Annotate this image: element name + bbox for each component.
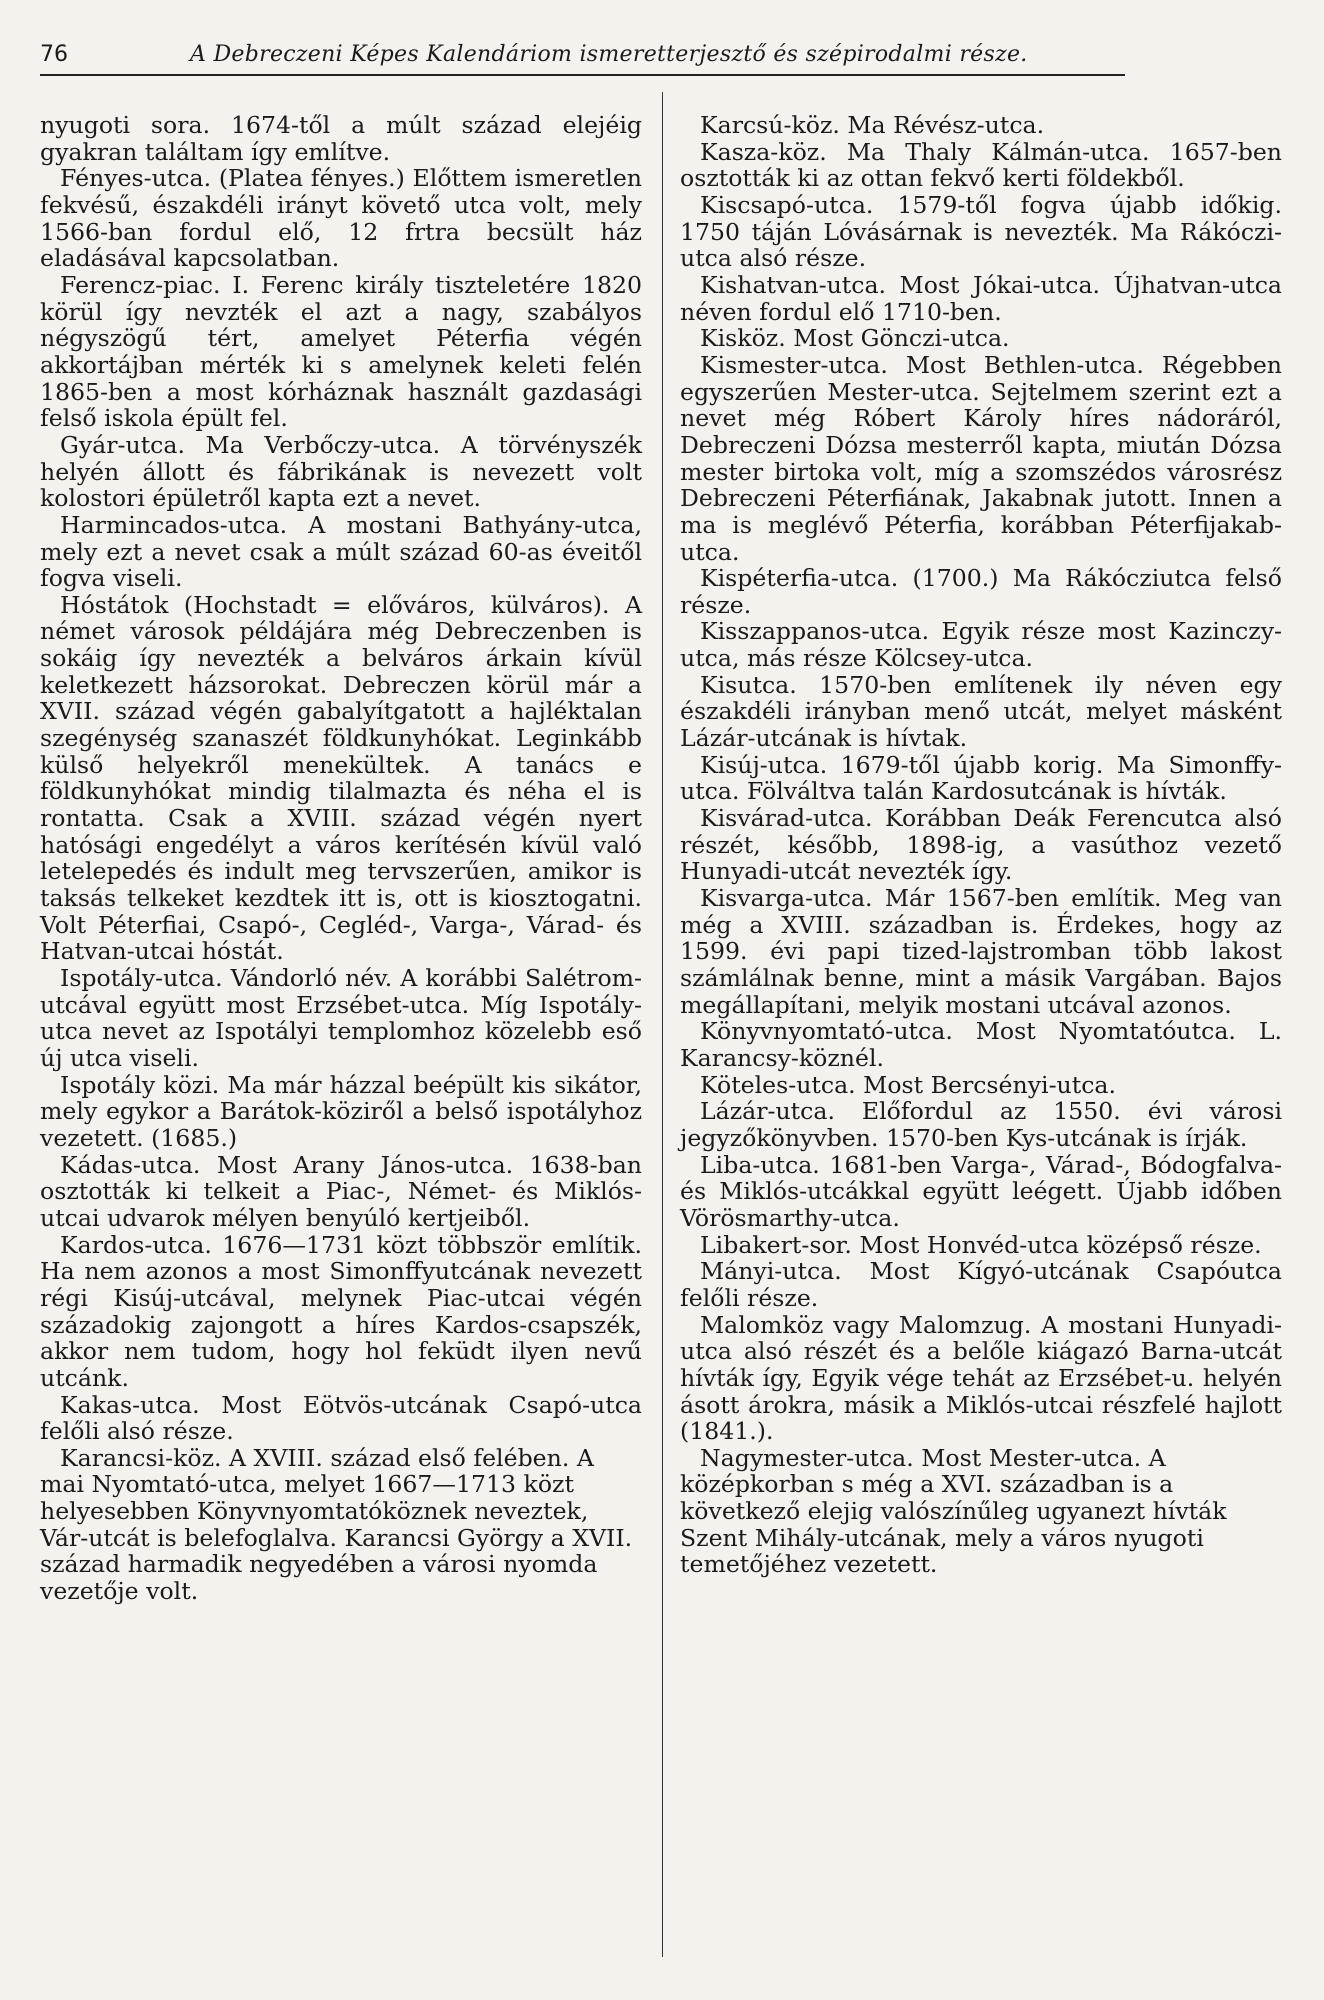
- entry-paragraph: Kakas-utca. Most Eötvös-utcának Csapó-utca felőli alsó része.: [40, 1390, 642, 1446]
- running-title: A Debreczeni Képes Kalendáriom ismeretterjesztő és szépirodalmi része.: [190, 42, 1028, 67]
- entry-paragraph: Kispéterfia-utca. (1700.) Ma Rákócziutca felső része.: [680, 564, 1282, 619]
- entry-paragraph: Hóstátok (Hochstadt = előváros, külváros). A német városok példájára még Debreczenben is sokáig így nevezték a belváros árkain kívül keletkezett házsorokat. Debreczen körül már a XVII. század végén gabalyítgatott a hajléktalan szegénység szanaszét földkunyhókat. Leginkább külső helyekről menekültek. A tanács e földkunyhókat mindig tilalmazta és néha el is rontatta. Csak a XVIII. század végén nyert hatósági engedélyt a város kerítésén kívül való letelepedés és indult meg tervszerűen, amikor is taksás telkeket kezdtek itt is, ott is kiosztogatni. Volt Péterfiai, Csapó-, Cegléd-, Varga-, Várad- és Hatvan-utcai hóstát.: [40, 590, 642, 966]
- entry-paragraph: Kiscsapó-utca. 1579-től fogva újabb időkig. 1750 táján Lóvásárnak is nevezték. Ma Rákóczi-utca alsó része.: [680, 190, 1282, 273]
- entry-paragraph: Fényes-utca. (Platea fényes.) Előttem ismeretlen fekvésű, északdéli irányt követő utca volt, mely 1566-ban fordul elő, 12 frtra becsült ház eladásával kapcsolatban.: [40, 164, 642, 273]
- entry-paragraph: Ferencz-piac. I. Ferenc király tiszteletére 1820 körül így nevzték el azt a nagy, szabályos négyszögű tért, amelyet Péterfia végén akkortájban mérték ki s amelynek keleti felén 1865-ben a most kórháznak használt gazdasági felső iskola épült fel.: [40, 270, 642, 433]
- right-column: [680, 112, 1282, 1578]
- entry-paragraph: Kishatvan-utca. Most Jókai-utca. Újhatvan-utca néven fordul elő 1710-ben.: [680, 270, 1282, 326]
- entry-paragraph: Könyvnyomtató-utca. Most Nyomtatóutca. L. Karancsy-köznél.: [680, 1017, 1282, 1072]
- entry-paragraph: Malomköz vagy Malomzug. A mostani Hunyadi-utca alsó részét és a belőle kiágazó Barna-utcát hívták így, Egyik vége tehát az Erzsébet-u. helyén ásott árokra, másik a Miklós-utcai részfelé hajlott (1841.).: [680, 1310, 1282, 1446]
- entry-paragraph: Kisvarga-utca. Már 1567-ben említik. Meg van még a XVIII. században is. Érdekes, hogy az 1599. évi papi tized-lajstromban több lakost számlálnak benne, mint a másik Vargában. Bajos megállapítani, melyik mostani utcával azonos.: [680, 884, 1282, 1019]
- entry-paragraph: Kasza-köz. Ma Thaly Kálmán-utca. 1657-ben osztották ki az ottan fekvő kerti földekből.: [680, 137, 1282, 193]
- entry-paragraph: Harmincados-utca. A mostani Bathyány-utca, mely ezt a nevet csak a múlt század 60-as éveitől fogva viseli.: [40, 510, 642, 593]
- entry-paragraph: Kisszappanos-utca. Egyik része most Kazinczy-utca, más része Kölcsey-utca.: [680, 617, 1282, 673]
- entry-paragraph: Ispotály-utca. Vándorló név. A korábbi Salétrom-utcával együtt most Erzsébet-utca. Míg Ispotály-utca nevet az Ispotályi templomhoz közelebb eső új utca viseli.: [40, 964, 642, 1072]
- entry-paragraph: Nagymester-utca. Most Mester-utca. A középkorban s még a XVI. században is a következő elejig valószínűleg ugyanezt hívták Szent Mihály-utcának, mely a város nyugoti temetőjéhez vezetett.: [680, 1443, 1227, 1579]
- entry-paragraph: Kisutca. 1570-ben említenek ily néven egy északdéli irányban menő utcát, melyet másként Lázár-utcának is hívtak.: [680, 670, 1282, 753]
- entry-paragraph: Kardos-utca. 1676—1731 közt többször említik. Ha nem azonos a most Simonffyutcának nevezett régi Kisúj-utcával, melynek Piac-utcai végén századokig zajongott a híres Kardos-csapszék, akkor nem tudom, hogy hol feküdt ilyen nevű utcánk.: [40, 1230, 642, 1392]
- entry-paragraph: Gyár-utca. Ma Verbőczy-utca. A törvényszék helyén állott és fábrikának is nevezett volt kolostori épületről kapta ezt a nevet.: [40, 430, 642, 513]
- entry-paragraph: Kisköz. Most Gönczi-utca.: [700, 324, 1010, 353]
- entry-paragraph: Mányi-utca. Most Kígyó-utcának Csapóutca felőli része.: [680, 1257, 1282, 1312]
- entry-paragraph: Karcsú-köz. Ma Révész-utca.: [700, 111, 1045, 139]
- entry-paragraph: Kádas-utca. Most Arany János-utca. 1638-ban osztották ki telkeit a Piac-, Német- és Miklós-utcai udvarok mélyen benyúló kertjeiből.: [40, 1150, 642, 1232]
- page-header: [40, 40, 1125, 76]
- entry-paragraph: Kisvárad-utca. Korábban Deák Ferencutca alsó részét, később, 1898-ig, a vasúthoz vezető Hunyadi-utcát nevezték így.: [680, 804, 1282, 886]
- entry-paragraph: Libakert-sor. Most Honvéd-utca középső része.: [700, 1230, 1262, 1259]
- entry-paragraph: Lázár-utca. Előfordul az 1550. évi városi jegyzőkönyvben. 1570-ben Kys-utcának is írják.: [680, 1097, 1282, 1152]
- entry-paragraph: Kismester-utca. Most Bethlen-utca. Régebben egyszerűen Mester-utca. Sejtelmem szerint ezt a nevet még Róbert Károly híres nádoráról, Debreczeni Dózsa mesterről kapta, miután Dózsa mester birtoka volt, míg a szomszédos városrész Debreczeni Péterfiának, Jakabnak jutott. Innen a ma is meglévő Péterfia, korábban Péterfijakab-utca.: [680, 350, 1282, 566]
- column-divider: [662, 92, 663, 1957]
- entry-paragraph: nyugoti sora. 1674-től a múlt század elejéig gyakran találtam így említve.: [40, 111, 642, 166]
- entry-paragraph: Ispotály közi. Ma már házzal beépült kis sikátor, mely egykor a Barátok-köziről a belső ispotályhoz vezetett. (1685.): [40, 1070, 642, 1152]
- entry-paragraph: Kisúj-utca. 1679-től újabb korig. Ma Simonffy-utca. Fölváltva talán Kardosutcának is hívták.: [680, 750, 1282, 806]
- left-column: [40, 112, 642, 1605]
- entry-paragraph: Karancsi-köz. A XVIII. század első felében. A mai Nyomtató-utca, melyet 1667—1713 közt helyesebben Könyvnyomtatóköznek neveztek, Vár-utcát is belefoglalva. Karancsi György a XVII. század harmadik negyedében a városi nyomda vezetője volt.: [40, 1443, 633, 1606]
- entry-paragraph: Köteles-utca. Most Bercsényi-utca.: [700, 1070, 1117, 1099]
- page-number: 76: [40, 42, 68, 67]
- entry-paragraph: Liba-utca. 1681-ben Varga-, Várad-, Bódogfalva- és Miklós-utcákkal együtt leégett. Újabb időben Vörösmarthy-utca.: [680, 1150, 1282, 1232]
